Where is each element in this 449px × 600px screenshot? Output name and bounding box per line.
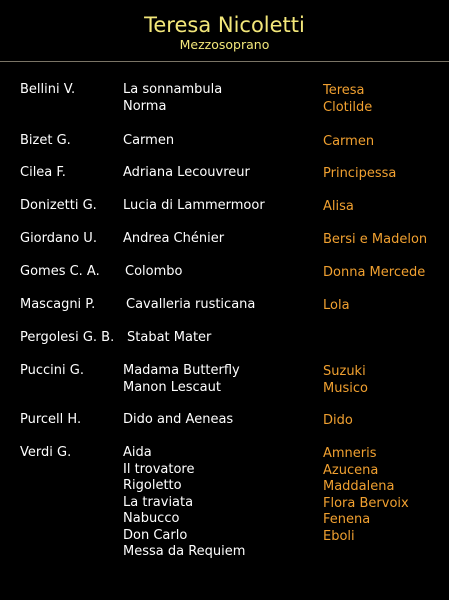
work-title: Manon Lescaut (123, 379, 221, 395)
roles-list (323, 232, 427, 249)
work-title: Dido and Aeneas (123, 412, 234, 427)
work-title: Colombo (125, 264, 183, 279)
works-list (127, 330, 211, 347)
work-title: Norma (123, 98, 167, 114)
works-list (123, 82, 222, 115)
works-list (123, 363, 240, 396)
composer-name: Pergolesi G. B. (20, 330, 115, 345)
role-name: Dido (323, 413, 353, 428)
work-title: Rigoletto (123, 478, 182, 493)
roles-list (323, 83, 372, 116)
voice-type: Mezzosoprano (179, 37, 270, 52)
composer-name: Mascagni P. (20, 297, 96, 312)
role-name: Musico (323, 380, 368, 396)
composer-name: Verdi G. (20, 445, 72, 460)
work-title: Don Carlo (123, 527, 188, 543)
role-name: Teresa (323, 83, 365, 98)
roles-list (323, 166, 396, 183)
role-name: Amneris (323, 446, 377, 461)
roles-list (323, 413, 353, 430)
work-title: Cavalleria rusticana (126, 297, 256, 312)
role-name: Azucena (323, 462, 379, 478)
header-divider (0, 61, 449, 62)
composer-name: Cilea F. (20, 165, 66, 180)
role-name: Carmen (323, 134, 375, 149)
role-name: Suzuki (323, 364, 366, 379)
role-name: Clotilde (323, 99, 373, 115)
role-name: Eboli (323, 528, 355, 544)
roles-list (323, 134, 374, 151)
work-title: Lucia di Lammermoor (123, 198, 265, 213)
role-name: Bersi e Madelon (323, 232, 428, 247)
composer-name: Giordano U. (20, 231, 97, 246)
role-name: Flora Bervoix (323, 495, 409, 511)
work-title: La sonnambula (123, 82, 223, 97)
works-list (123, 231, 224, 248)
roles-list (323, 298, 350, 315)
work-title: Il trovatore (123, 461, 195, 477)
composer-name: Gomes C. A. (20, 264, 100, 279)
works-list (125, 264, 182, 281)
composer-name: Puccini G. (20, 363, 84, 378)
works-list (123, 445, 245, 561)
work-title: La traviata (123, 494, 194, 510)
roles-list (323, 265, 425, 282)
work-title: Andrea Chénier (123, 231, 225, 246)
role-name: Lola (323, 298, 350, 313)
role-name: Principessa (323, 166, 397, 181)
works-list (126, 297, 255, 314)
work-title: Carmen (123, 133, 175, 148)
work-title: Madama Butterfly (123, 363, 240, 378)
role-name: Maddalena (323, 479, 395, 494)
role-name: Fenena (323, 512, 371, 527)
roles-list (323, 446, 409, 545)
roles-list (323, 199, 354, 216)
work-title: Messa da Requiem (123, 544, 246, 559)
work-title: Stabat Mater (127, 330, 212, 345)
composer-name: Donizetti G. (20, 198, 97, 213)
composer-name: Bellini V. (20, 82, 76, 97)
works-list (123, 412, 233, 429)
works-list (123, 198, 265, 215)
work-title: Adriana Lecouvreur (123, 165, 250, 180)
role-name: Alisa (323, 199, 354, 214)
work-title: Nabucco (123, 511, 180, 526)
composer-name: Bizet G. (20, 133, 71, 148)
singer-name: Teresa Nicoletti (144, 13, 305, 37)
works-list (123, 133, 174, 150)
roles-list (323, 364, 368, 397)
works-list (123, 165, 250, 182)
work-title: Aida (123, 445, 152, 460)
composer-name: Purcell H. (20, 412, 82, 427)
role-name: Donna Mercede (323, 265, 426, 280)
